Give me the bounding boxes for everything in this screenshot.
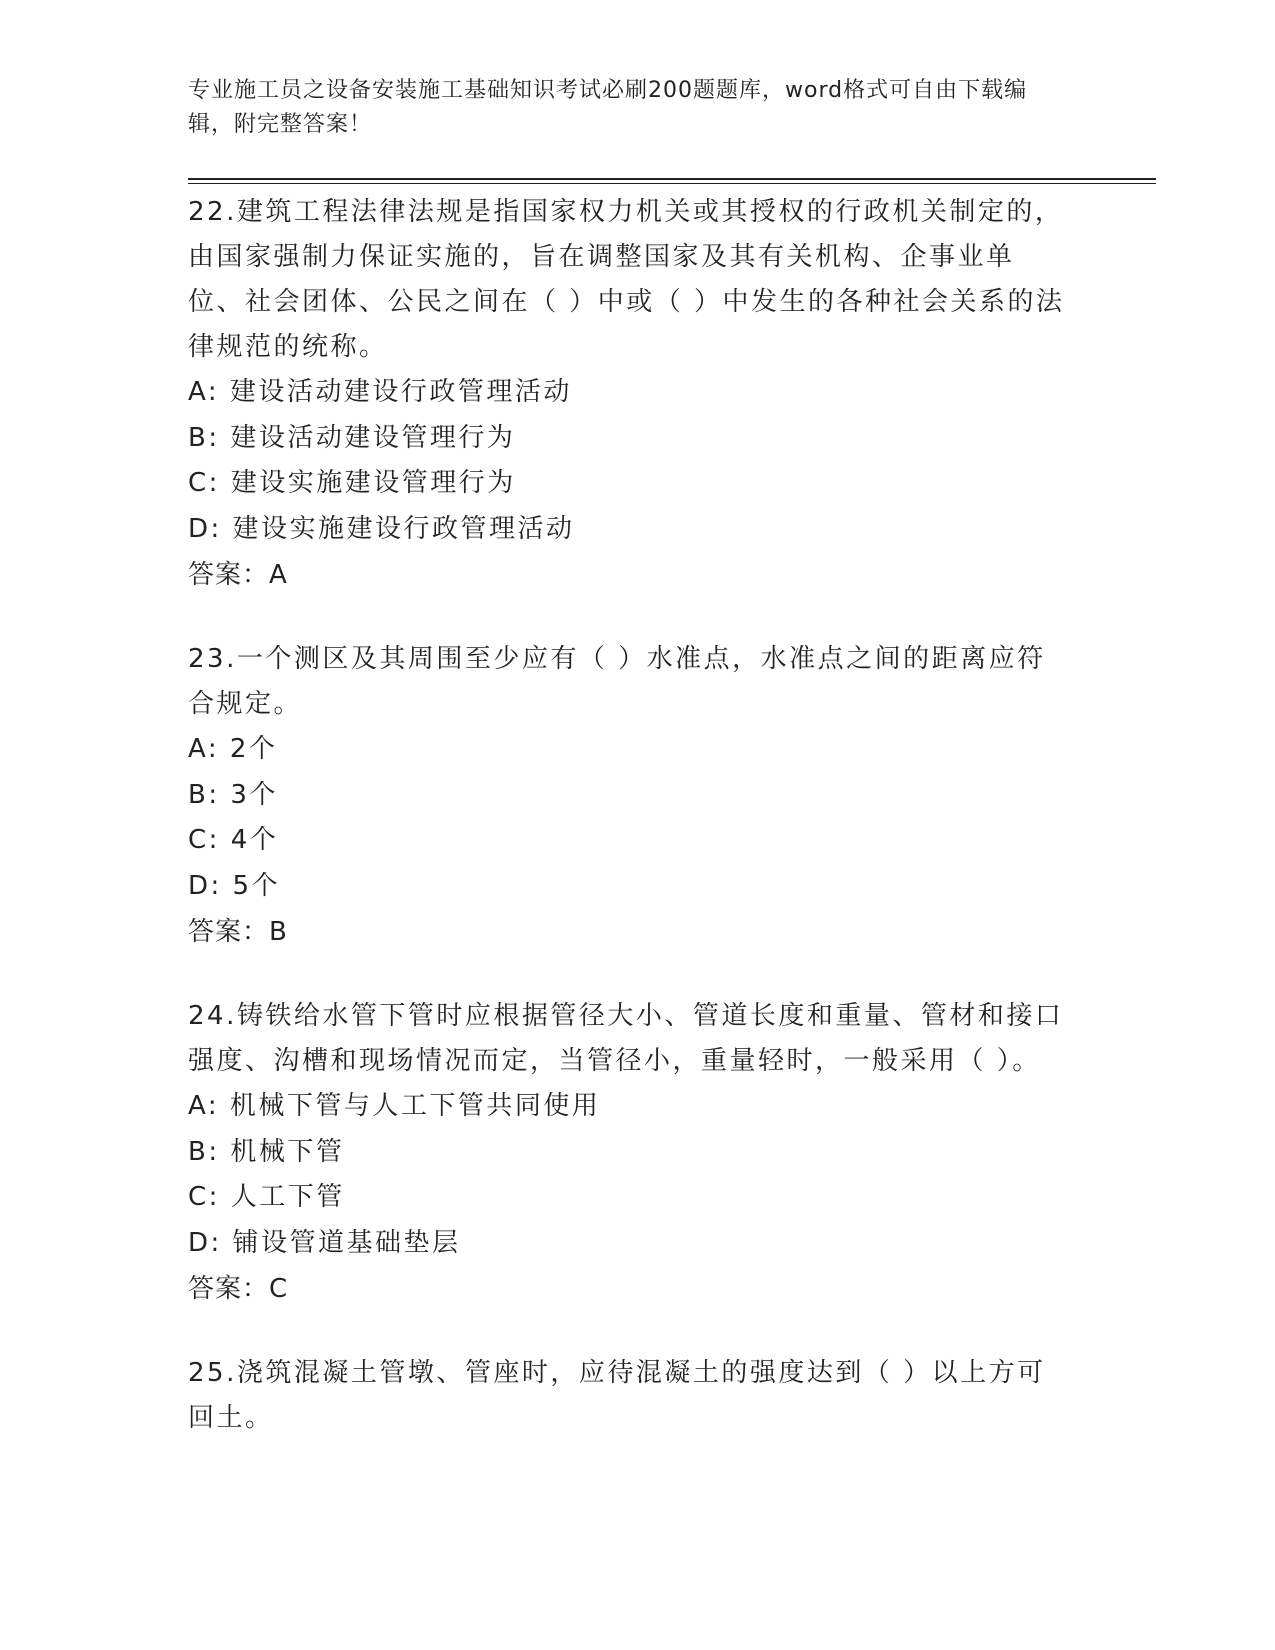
option-a [188,1084,1068,1130]
document-header [188,74,1068,142]
option-c [188,1175,1068,1221]
option-c [188,818,1068,864]
option-key: C: [188,1182,220,1212]
option-key: B: [188,1136,220,1167]
header-divider-thin [188,183,1156,184]
option-a [188,727,1068,773]
option-key: A: [188,377,220,407]
option-a [188,370,1068,416]
option-key: D: [188,513,222,544]
question-text: 22.建筑工程法律法规是指国家权力机关或其授权的行政机关制定的，由国家强制力保证实施的，旨在调整国家及其有关机构、企事业单位、社会团体、公民之间在（ ）中或（ ）中发生的各种社会关系的法律规范的统称。 [188,197,1065,362]
option-text: 5个 [232,870,281,901]
option-d [188,1221,1068,1267]
option-b [188,773,1068,819]
question-23 [188,637,1068,955]
question-text: 23.一个测区及其周围至少应有（ ）水准点，水准点之间的距离应符合规定。 [188,644,1046,719]
answer-line: 答案：C [188,1274,289,1304]
option-key: D: [188,1227,222,1258]
option-text: 4个 [230,825,279,855]
question-25 [188,1351,1068,1441]
question-22 [188,190,1068,598]
option-d [188,864,1068,910]
option-b [188,416,1068,462]
option-key: D: [188,870,222,901]
option-key: C: [188,468,220,498]
option-text: 机械下管 [230,1136,345,1167]
option-text: 人工下管 [230,1182,345,1212]
option-key: A: [188,1091,220,1121]
question-text: 24.铸铁给水管下管时应根据管径大小、管道长度和重量、管材和接口强度、沟槽和现场情况而定，当管径小，重量轻时，一般采用（ ）。 [188,1001,1064,1076]
question-list [188,190,1068,1480]
option-d [188,507,1068,553]
answer-line: 答案：A [188,560,288,590]
option-text: 建设活动建设行政管理活动 [229,377,572,407]
option-text: 建设实施建设行政管理活动 [232,513,575,544]
option-text: 建设实施建设管理行为 [230,468,516,498]
option-key: C: [188,825,220,855]
header-divider-thick [188,178,1156,180]
option-text: 2个 [229,734,278,764]
option-key: A: [188,734,220,764]
option-text: 铺设管道基础垫层 [232,1227,461,1258]
option-b [188,1130,1068,1176]
option-c [188,461,1068,507]
option-text: 机械下管与人工下管共同使用 [229,1091,601,1121]
option-text: 建设活动建设管理行为 [230,422,516,453]
question-text: 25.浇筑混凝土管墩、管座时，应待混凝土的强度达到（ ）以上方可回土。 [188,1358,1046,1433]
answer-line: 答案：B [188,917,288,947]
option-text: 3个 [230,779,278,810]
option-key: B: [188,779,220,810]
document-title: 专业施工员之设备安装施工基础知识考试必刷200题题库，word格式可自由下载编辑，附完整答案！ [188,78,1028,137]
option-key: B: [188,422,220,453]
question-24 [188,994,1068,1312]
